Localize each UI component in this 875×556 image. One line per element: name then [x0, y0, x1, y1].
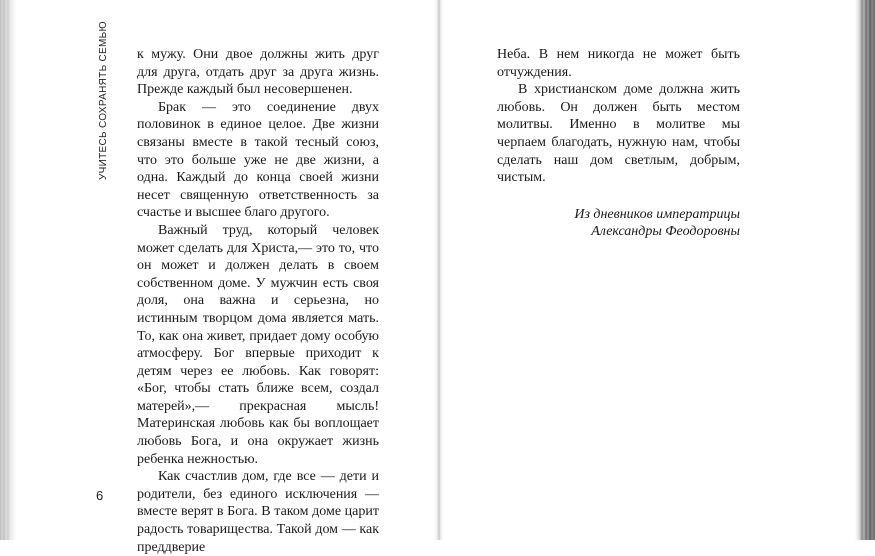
right-page-text: [497, 46, 740, 241]
signature-line-2: Александры Феодоровны: [591, 224, 740, 240]
book-gutter: [434, 0, 444, 540]
right-page-edges: [855, 0, 875, 540]
left-page-text: [137, 46, 379, 556]
left-paragraph-1: к мужу. Они двое должны жить друг для друга, отдать друг за друга жизнь. Прежде каждый был несовершенен.: [137, 47, 379, 98]
right-paragraph-1: Неба. В нем никогда не может быть отчуждения.: [497, 47, 740, 80]
page-number: 6: [96, 488, 104, 503]
right-paragraph-2: В христианском доме должна жить любовь. Он должен быть местом молитвы. Именно в молитве мы черпаем благодать, нужную нам, чтобы сделать наш дом светлым, добрым, чистым.: [497, 82, 740, 186]
running-head: УЧИТЕСЬ СОХРАНЯТЬ СЕМЬЮ: [98, 21, 109, 180]
left-paragraph-2: Брак — это соединение двух половинок в единое целое. Две жизни связаны вместе в такой тесный союз, что это больше уже не две жизни, а одна. Каждый до конца своей жизни несет священную ответственность за счастье и высшее благо другого.: [137, 99, 379, 221]
signature: [497, 206, 740, 241]
left-paragraph-3: Важный труд, который человек может сделать для Христа,— это то, что он может и должен делать в своем собственном доме. У мужчин есть своя доля, она важна и серьезна, но истинным творцом дома является мать. То, как она живет, придает дому особую атмосферу. Бог впервые приходит к детям через ее любовь. Как говорят: «Бог, чтобы стать ближе всем, создал матерей»,— прекрасная мысль! Материнская любовь как бы воплощает любовь Бога, и она окружает жизнь ребенка нежностью.: [137, 222, 379, 467]
signature-line-1: Из дневников императрицы: [574, 206, 740, 222]
left-page-edges: [0, 0, 16, 540]
left-paragraph-4: Как счастлив дом, где все — дети и родители, без единого исключения — вместе верят в Бога. В таком доме царит радость товарищества. Такой дом — как преддверие: [137, 469, 379, 555]
